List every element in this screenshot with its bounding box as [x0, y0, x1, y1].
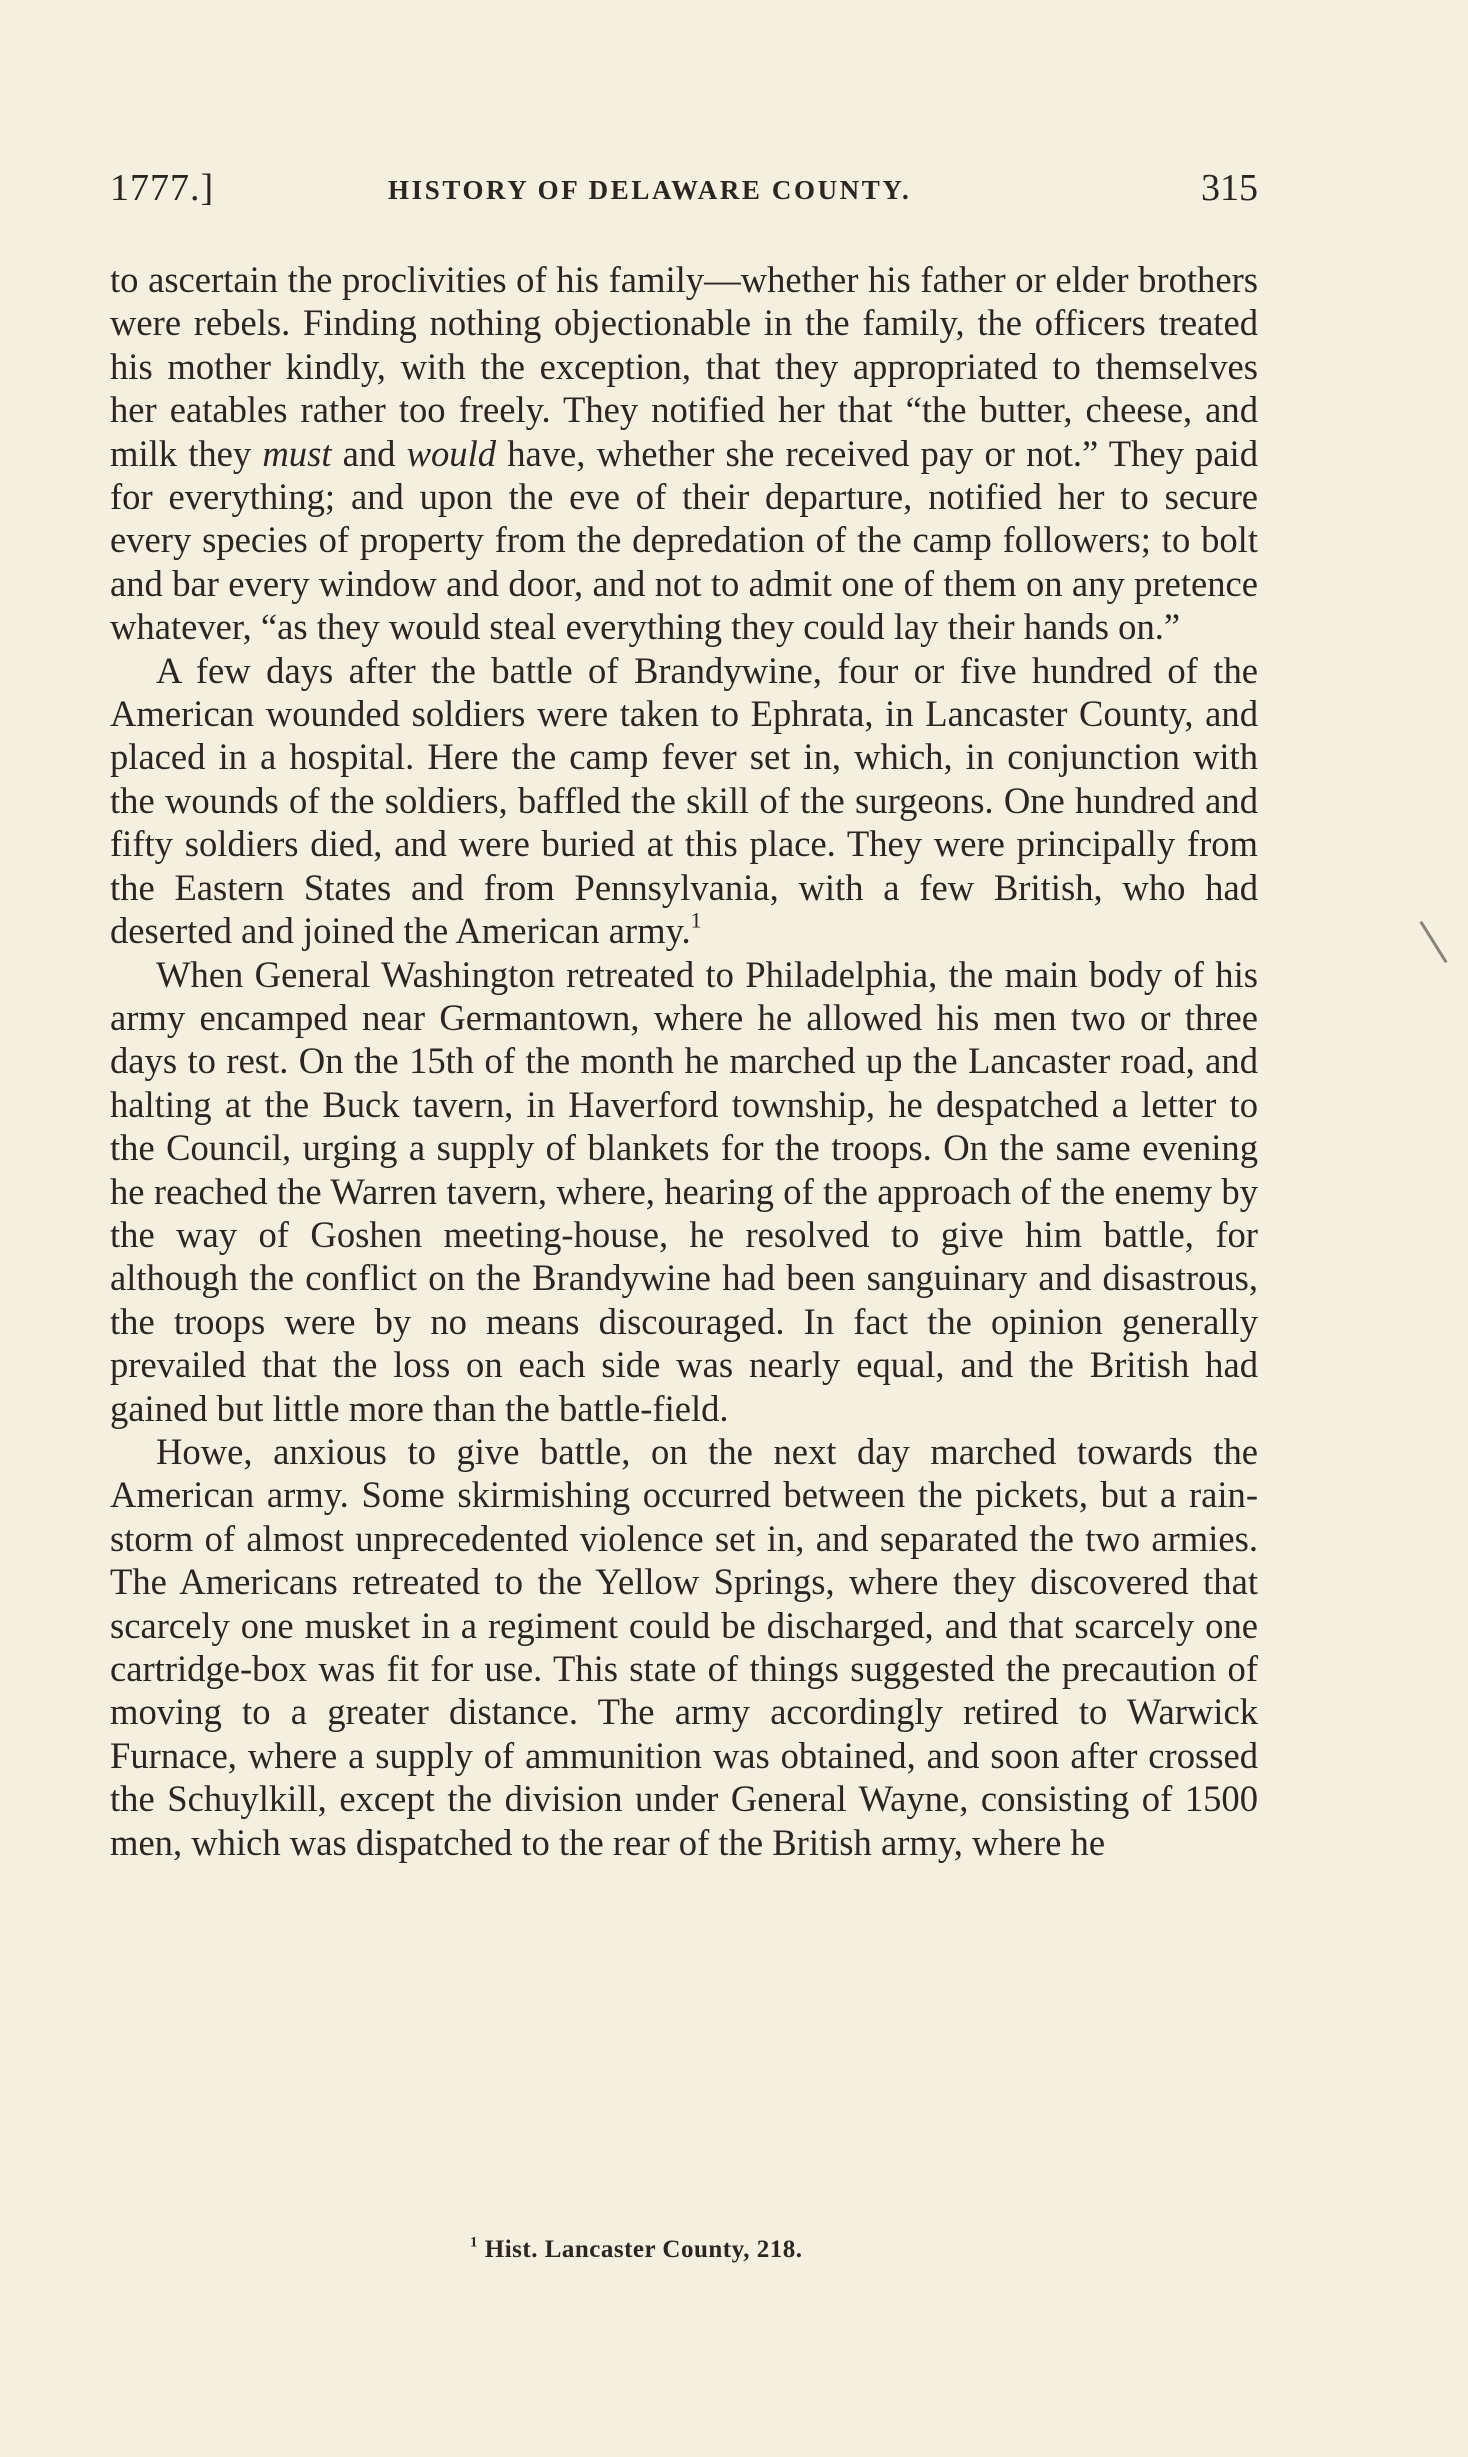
- paragraph: [110, 649, 1258, 953]
- text-run: When General Washington retreated to Philadelphia, the main body of his army encamped near Germantown, where he allowed his men two or three days to rest. On the 15th of the month he marched up the Lancaster road, and halting at the Buck tavern, in Haverford township, he despatched a letter to the Council, urging a supply of blankets for the troops. On the same evening he reached the Warren tavern, where, hearing of the approach of the enemy by the way of Goshen meeting-house, he resolved to give him battle, for although the conflict on the Brandywine had been sanguinary and disastrous, the troops were by no means discouraged. In fact the opinion generally prevailed that the loss on each side was nearly equal, and the British had gained but little more than the battle-field.: [110, 953, 1258, 1429]
- paragraph: [110, 1430, 1258, 1864]
- body-text: [110, 258, 1258, 1864]
- text-run: Howe, anxious to give battle, on the next day marched towards the American army. Some skirmishing occurred between the pickets, but a rain-storm of almost unprecedented violence set in, and separated the two armies. The Americans retreated to the Yellow Springs, where they discovered that scarcely one musket in a regiment could be discharged, and that scarcely one cartridge-box was fit for use. This state of things suggested the precaution of moving to a greater distance. The army accordingly retired to Warwick Furnace, where a supply of ammunition was obtained, and soon after crossed the Schuylkill, except the division under General Wayne, consisting of 1500 men, which was dispatched to the rear of the British army, where he: [110, 1430, 1258, 1863]
- page-number: 315: [1201, 167, 1258, 209]
- paragraph: [110, 953, 1258, 1430]
- running-head-title: HISTORY OF DELAWARE COUNTY.: [388, 175, 912, 205]
- running-head-year: 1777.]: [110, 167, 215, 209]
- text-run: and: [331, 432, 407, 474]
- text-run: have, whether she received pay or not.” They paid for everything; and upon the eve of their departure, notified her to secure every species of property from the depredation of the camp followers; to bolt and bar every window and door, and not to admit one of them on any pretence whatever, “as they would steal everything they could lay their hands on.”: [110, 432, 1258, 648]
- footnote-marker: 1: [470, 2234, 478, 2251]
- footnote: [470, 2230, 802, 2270]
- text-run: A few days after the battle of Brandywine, four or five hundred of the American wounded soldiers were taken to Ephrata, in Lancaster County, and placed in a hospital. Here the camp fever set in, which, in conjunction with the wounds of the soldiers, baffled the skill of the surgeons. One hundred and fifty soldiers died, and were buried at this place. They were principally from the Eastern States and from Pennsylvania, with a few British, who had deserted and joined the American army.: [110, 649, 1258, 952]
- footnote-text: Hist. Lancaster County, 218.: [478, 2236, 803, 2263]
- italic-run: would: [406, 432, 497, 474]
- margin-pencil-mark: [1420, 921, 1448, 963]
- paragraph: [110, 258, 1258, 649]
- text-run: to ascertain the proclivities of his family—whether his father or elder brothers were rebels. Finding nothing objectionable in the family, the officers treated his mother kindly, with the exception, that they appropriated to themselves her eatables rather too freely. They notified her that “the butter, cheese, and milk they: [110, 259, 1258, 474]
- footnote-ref: 1: [690, 907, 702, 933]
- italic-run: must: [262, 432, 332, 474]
- running-head: [110, 164, 1258, 212]
